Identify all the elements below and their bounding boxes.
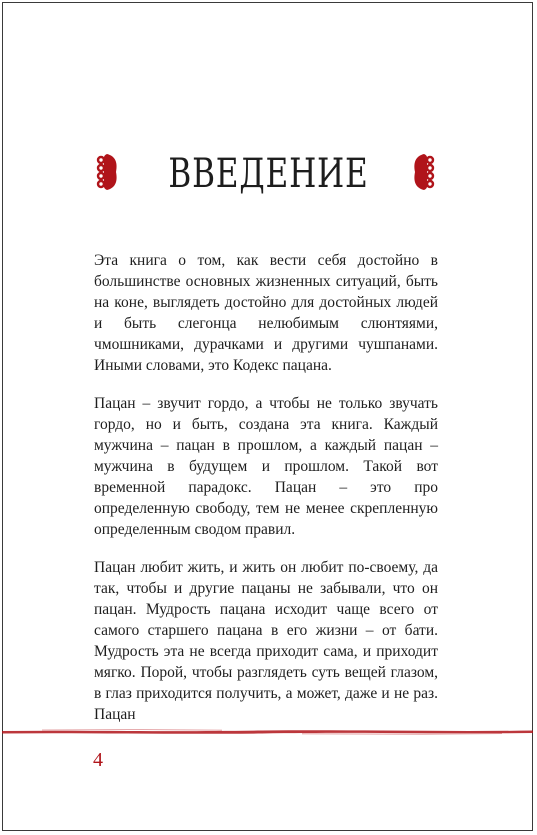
page-number: 4 <box>93 749 103 771</box>
chapter-title: ВВЕДЕНИЕ <box>168 151 369 197</box>
brush-divider <box>2 727 533 736</box>
paragraph: Пацан – звучит гордо, а чтобы не только звучать гордо, но и быть, создана эта книга. Каждый мужчина – пацан в прошлом, а каждый пацан – мужчина в будущем и прошлом. Такой вот временной парадокс. Пацан – это про определенную свободу, тем не менее скрепленную определенным сводом правил. <box>94 395 438 538</box>
brass-knuckles-icon <box>410 152 436 192</box>
paragraph: Пацан любит жить, и жить он любит по-своему, да так, чтобы и другие пацаны не забывали, что он пацан. Мудрость пацана исходит чаще всего от самого старшего пацана в его жизни – от бати. Мудрость эта не всегда приходит сама, и приходит мягко. Порой, чтобы разглядеть суть вещей глазом, в глаз приходится получить, а может, даже и не раз. Пацан <box>94 559 438 723</box>
body-text <box>94 250 438 742</box>
paragraph: Эта книга о том, как вести себя достойно в большинстве основных жизненных ситуаций, быть на коне, выглядеть достойно для достойных людей и быть слегонца нелюбимым слюнтяями, чмошниками, дурачками и другими чушпанами. Иными словами, это Кодекс пацана. <box>94 252 438 374</box>
chapter-header <box>0 150 537 200</box>
